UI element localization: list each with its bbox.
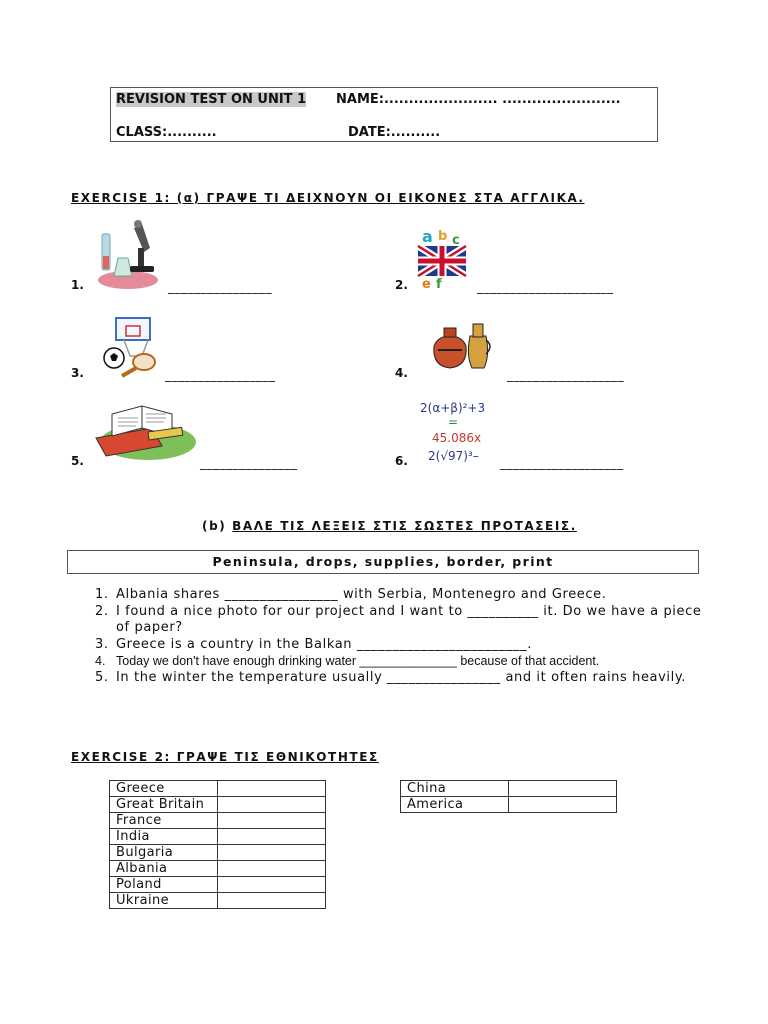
sentence-number: 4.	[95, 654, 106, 668]
date-field[interactable]: DATE:..........	[348, 125, 441, 140]
books-icon	[92, 394, 196, 464]
table-row	[110, 877, 326, 893]
country-cell: China	[401, 781, 509, 797]
part-b-heading	[202, 519, 577, 533]
answer-cell[interactable]	[218, 861, 326, 877]
sentence-list	[95, 587, 705, 686]
answer-cell[interactable]	[218, 813, 326, 829]
sentence-number: 3.	[95, 636, 109, 652]
table-row	[401, 797, 617, 813]
item-number: 2.	[395, 278, 408, 292]
sentence-number: 1.	[95, 587, 109, 602]
sports-equipment-icon	[100, 316, 164, 378]
sentence-item	[95, 587, 705, 604]
answer-blank-5[interactable]: _______________	[200, 456, 298, 470]
country-cell: Poland	[110, 877, 218, 893]
answer-blank-3[interactable]: _________________	[165, 368, 276, 382]
country-cell: Ukraine	[110, 893, 218, 909]
table-row	[110, 797, 326, 813]
answer-cell[interactable]	[218, 893, 326, 909]
item-number: 5.	[71, 454, 84, 468]
table-row	[110, 893, 326, 909]
sentence-item	[95, 604, 705, 637]
math-line: 2(α+β)²+3	[420, 401, 486, 415]
math-line: 45.086x	[432, 431, 482, 445]
answer-cell[interactable]	[509, 781, 617, 797]
svg-text:e: e	[422, 277, 431, 290]
math-line: 2(√97)³–	[428, 449, 479, 463]
test-title: REVISION TEST ON UNIT 1	[116, 92, 307, 107]
answer-cell[interactable]	[218, 797, 326, 813]
table-row	[110, 813, 326, 829]
sentence-text[interactable]: Greece is a country in the Balkan ________________________.	[116, 636, 532, 652]
country-cell: Great Britain	[110, 797, 218, 813]
sentence-number: 2.	[95, 603, 109, 619]
part-b-title: ΒΑΛΕ ΤΙΣ ΛΕΞΕΙΣ ΣΤΙΣ ΣΩΣΤΕΣ ΠΡΟΤΑΣΕΙΣ.	[232, 519, 577, 533]
sentence-text[interactable]: I found a nice photo for our project and I want to __________ it. Do we have a piece of paper?	[116, 603, 702, 635]
nationality-table-left	[109, 780, 326, 909]
sentence-text[interactable]: Today we don't have enough drinking water ______________ because of that accident.	[116, 654, 600, 668]
sentence-text[interactable]: In the winter the temperature usually ________________ and it often rains heavily.	[116, 669, 686, 685]
word-bank: Peninsula, drops, supplies, border, print	[67, 550, 699, 574]
exercise1-title: EXERCISE 1: (α) ΓΡΑΨΕ ΤΙ ΔΕΙΧΝΟΥΝ ΟΙ ΕΙΚΟΝΕΣ ΣΤΑ ΑΓΓΛΙΚΑ.	[71, 191, 585, 205]
country-cell: France	[110, 813, 218, 829]
answer-blank-1[interactable]: ________________	[168, 280, 272, 294]
name-field[interactable]: NAME:....................... ........................	[336, 92, 621, 107]
svg-text:f: f	[436, 277, 442, 290]
item-number: 3.	[71, 366, 84, 380]
nationality-table-right	[400, 780, 617, 813]
english-letters-flag-icon	[416, 226, 472, 290]
answer-cell[interactable]	[218, 829, 326, 845]
class-field[interactable]: CLASS:..........	[116, 125, 217, 140]
answer-blank-2[interactable]: _____________________	[477, 280, 614, 294]
country-cell: Greece	[110, 781, 218, 797]
table-row	[110, 861, 326, 877]
exercise2-title: EXERCISE 2: ΓΡΑΨΕ ΤΙΣ ΕΘΝΙΚΟΤΗΤΕΣ	[71, 750, 379, 764]
country-cell: Bulgaria	[110, 845, 218, 861]
sentence-number: 5.	[95, 669, 109, 685]
math-equations-icon	[418, 396, 492, 466]
answer-cell[interactable]	[509, 797, 617, 813]
microscope-lab-icon	[94, 218, 160, 292]
svg-text:c: c	[452, 233, 460, 248]
item-number: 1.	[71, 278, 84, 292]
answer-blank-6[interactable]: ___________________	[500, 456, 624, 470]
table-row	[110, 845, 326, 861]
answer-cell[interactable]	[218, 845, 326, 861]
sentence-item	[95, 670, 705, 687]
sentence-item	[95, 637, 705, 654]
math-line: =	[448, 415, 459, 429]
svg-text:b: b	[438, 229, 448, 244]
table-row	[401, 781, 617, 797]
svg-text:a: a	[422, 227, 433, 246]
item-number: 6.	[395, 454, 408, 468]
answer-cell[interactable]	[218, 877, 326, 893]
sentence-text[interactable]: Albania shares ________________ with Serbia, Montenegro and Greece.	[116, 587, 607, 602]
ancient-vases-icon	[428, 316, 492, 374]
answer-blank-4[interactable]: __________________	[507, 368, 624, 382]
country-cell: America	[401, 797, 509, 813]
part-b-prefix: (b)	[202, 519, 227, 533]
table-row	[110, 829, 326, 845]
sentence-item	[95, 653, 705, 670]
country-cell: Albania	[110, 861, 218, 877]
item-number: 4.	[395, 366, 408, 380]
answer-cell[interactable]	[218, 781, 326, 797]
country-cell: India	[110, 829, 218, 845]
table-row	[110, 781, 326, 797]
